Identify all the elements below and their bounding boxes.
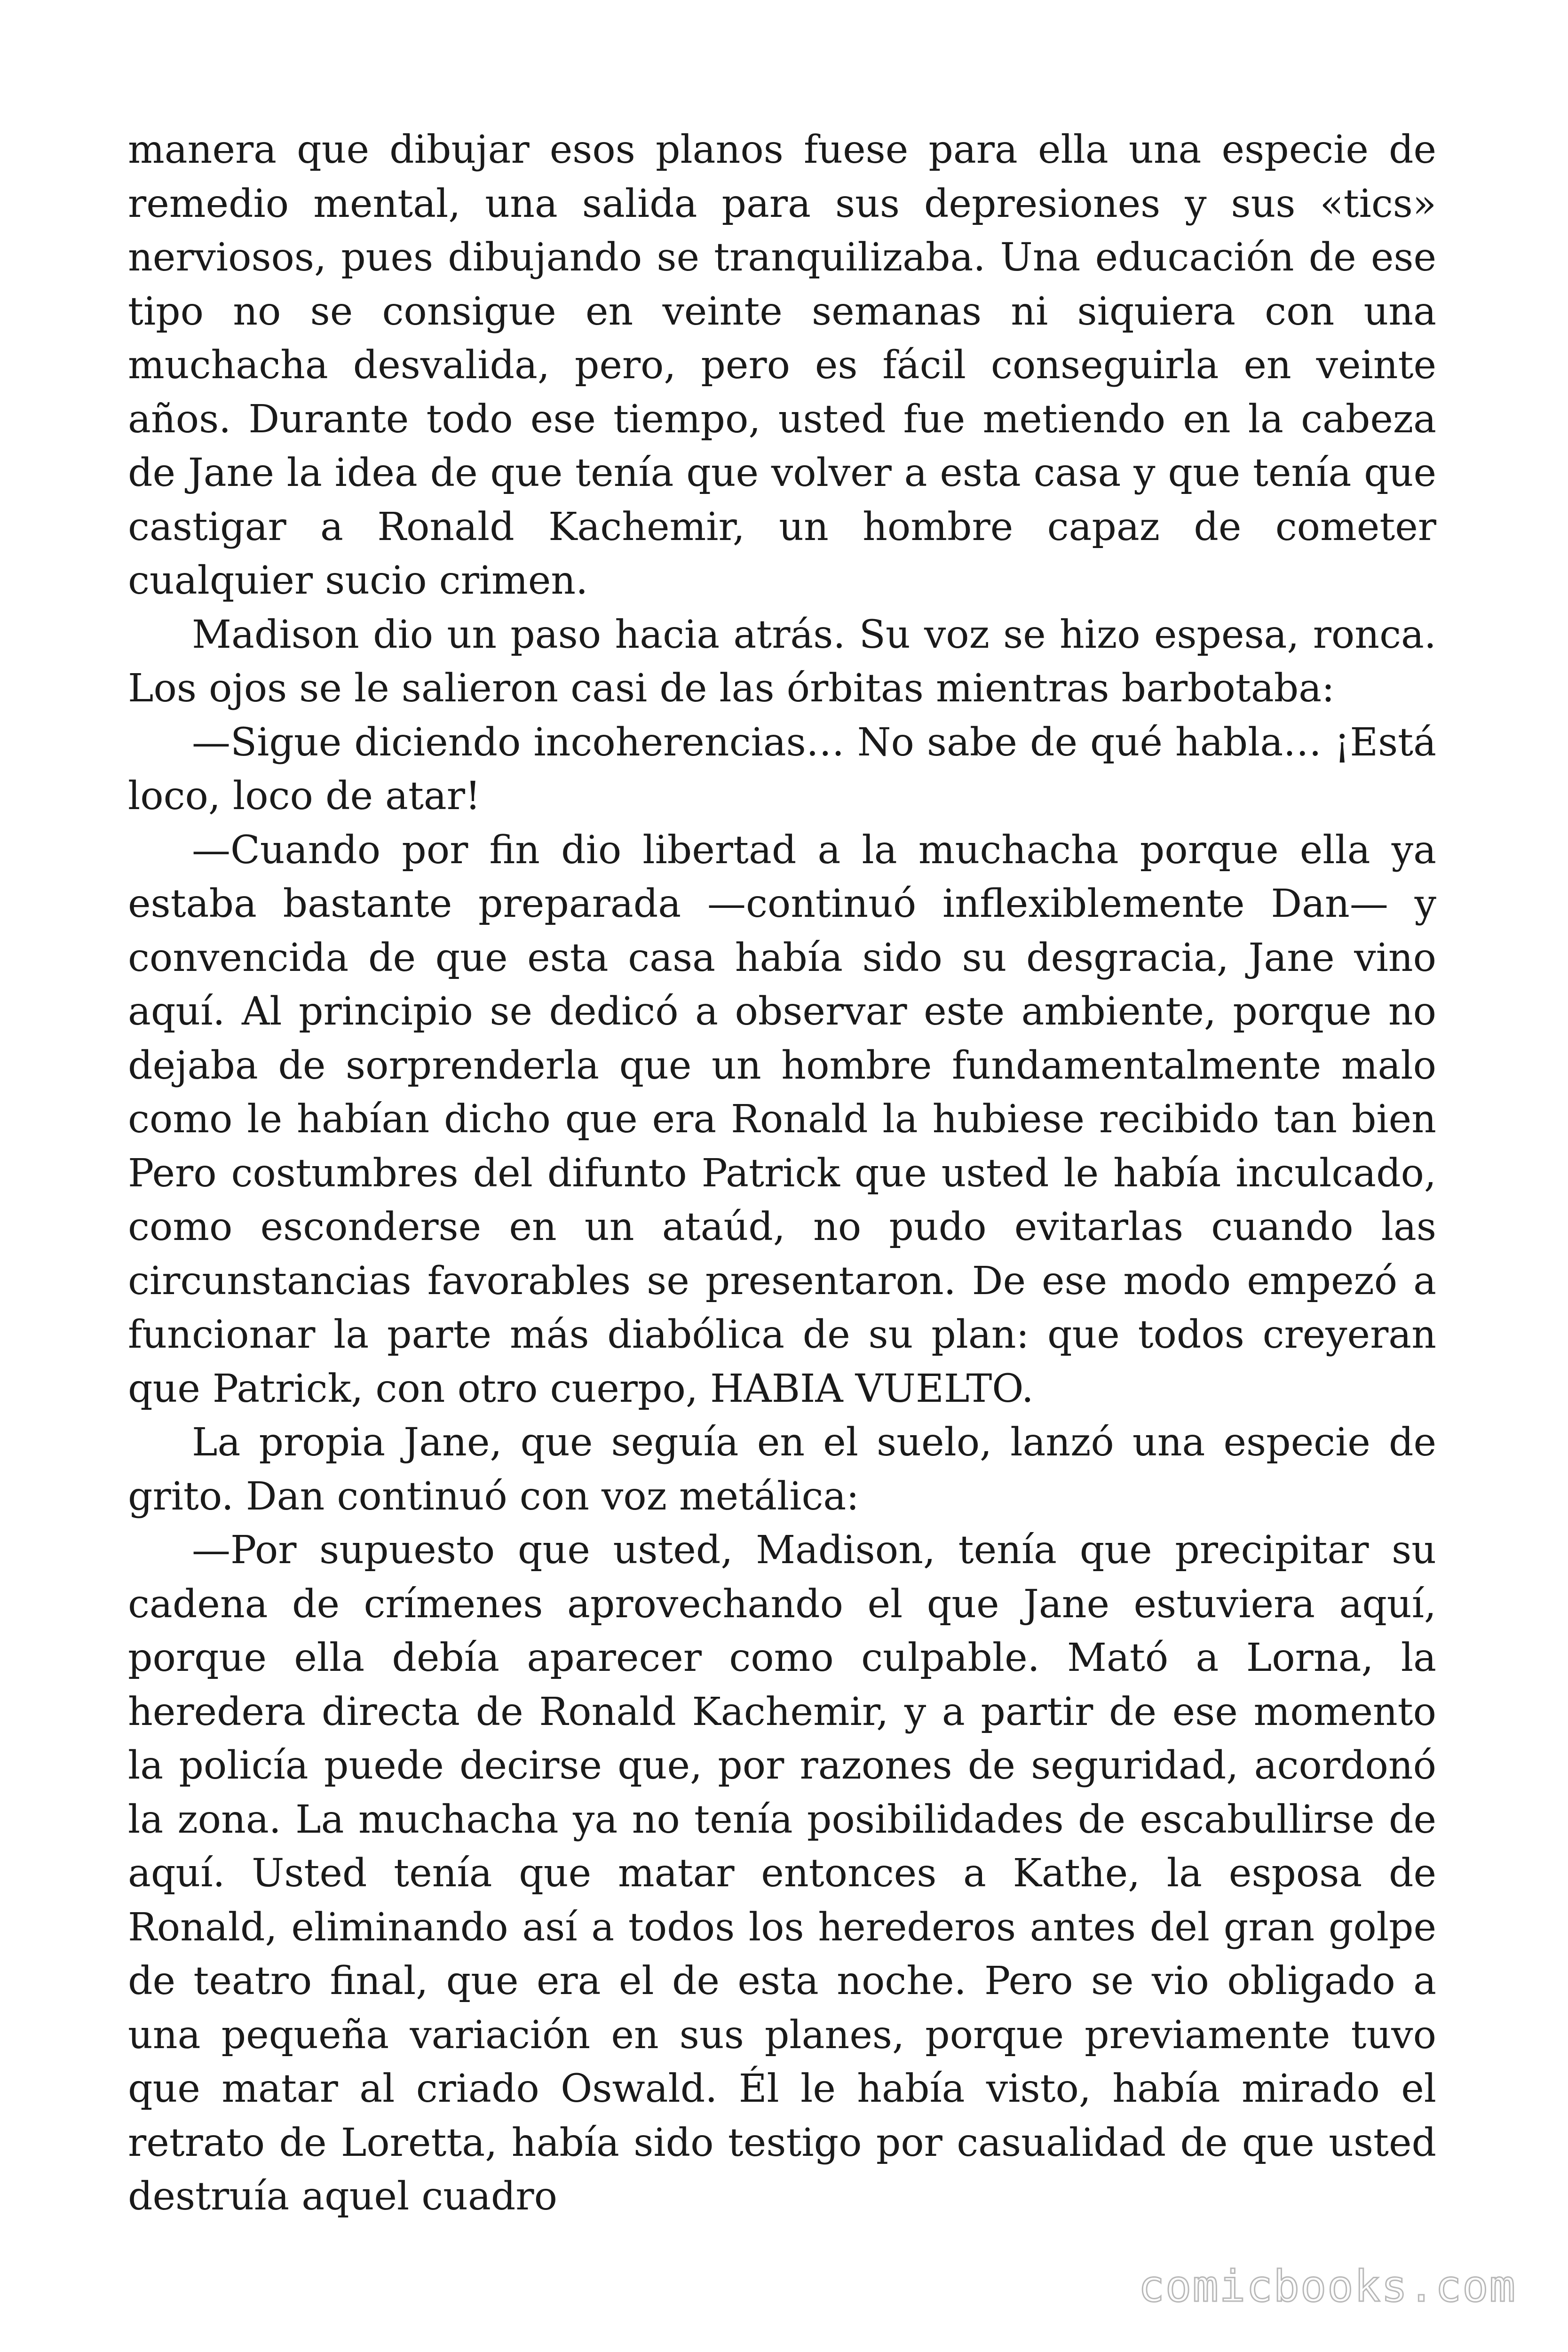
paragraph-3: —Sigue diciendo incoherencias… No sabe de qué habla… ¡Está loco, loco de atar! xyxy=(128,720,1436,818)
paragraph-6: —Por supuesto que usted, Madison, tenía que precipitar su cadena de crímenes aprovechando el que Jane estuviera aquí, porque ella debía aparecer como culpable. Mató a Lorna, la heredera directa de Ronald Kachemir, y a partir de ese momento la policía puede decirse que, por razones de seguridad, acordonó la zona. La muchacha ya no tenía posibilidades de escabullirse de aquí. Usted tenía que matar entonces a Kathe, la esposa de Ronald, eliminando así a todos los herederos antes del gran golpe de teatro final, que era el de esta noche. Pero se vio obligado a una pequeña variación en sus planes, porque previamente tuvo que matar al criado Oswald. Él le había visto, había mirado el retrato de Loretta, había sido testigo por casualidad de que usted destruía aquel cuadro xyxy=(128,1528,1436,2219)
page-body-text xyxy=(128,123,1436,2224)
paragraph-5: La propia Jane, que seguía en el suelo, lanzó una especie de grito. Dan continuó con voz metálica: xyxy=(128,1420,1436,1519)
paragraph-1: manera que dibujar esos planos fuese para ella una especie de remedio mental, una salida para sus depresiones y sus «tics» nerviosos, pues dibujando se tranquilizaba. Una educación de ese tipo no se consigue en veinte semanas ni siquiera con una muchacha desvalida, pero, pero es fácil conseguirla en veinte años. Durante todo ese tiempo, usted fue metiendo en la cabeza de Jane la idea de que tenía que volver a esta casa y que tenía que castigar a Ronald Kachemir, un hombre capaz de cometer cualquier sucio crimen. xyxy=(128,127,1436,603)
paragraph-4: —Cuando por fin dio libertad a la muchacha porque ella ya estaba bastante preparada —continuó inflexiblemente Dan— y convencida de que esta casa había sido su desgracia, Jane vino aquí. Al principio se dedicó a observar este ambiente, porque no dejaba de sorprenderla que un hombre fundamentalmente malo como le habían dicho que era Ronald la hubiese recibido tan bien Pero costumbres del difunto Patrick que usted le había inculcado, como esconderse en un ataúd, no pudo evitarlas cuando las circunstancias favorables se presentaron. De ese modo empezó a funcionar la parte más diabólica de su plan: que todos creyeran que Patrick, con otro cuerpo, HABIA VUELTO. xyxy=(128,827,1436,1411)
paragraph-2: Madison dio un paso hacia atrás. Su voz se hizo espesa, ronca. Los ojos se le salieron casi de las órbitas mientras barbotaba: xyxy=(128,612,1436,711)
watermark-text: comicbooks.com xyxy=(1138,2261,1516,2312)
